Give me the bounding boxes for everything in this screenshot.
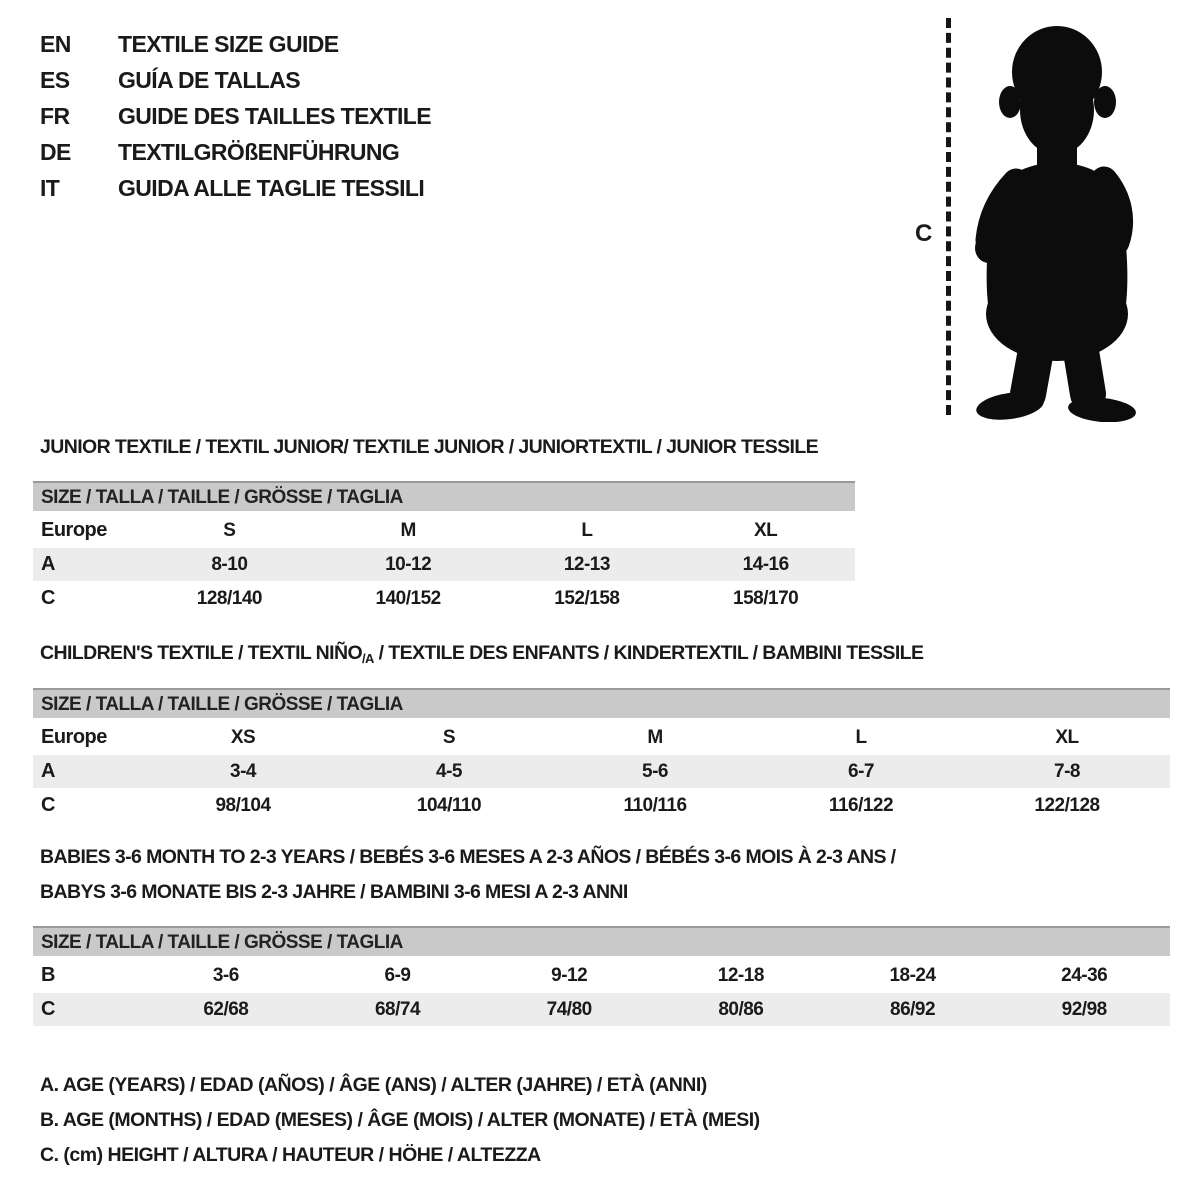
size-table-row (33, 755, 1170, 788)
language-title: GUÍA DE TALLAS (118, 66, 300, 93)
language-row-de (40, 134, 431, 170)
size-cell: S (223, 519, 236, 541)
language-title: TEXTILGRÖßENFÜHRUNG (118, 138, 400, 165)
row-label: B (41, 964, 55, 986)
legend-line-a: A. AGE (YEARS) / EDAD (AÑOS) / ÂGE (ANS) / ALTER (JAHRE) / ETÀ (ANNI) (40, 1074, 707, 1096)
size-cell: XS (230, 726, 256, 748)
size-table-row (33, 789, 1170, 822)
size-cell: M (647, 726, 663, 748)
height-measure-label: C (915, 220, 933, 247)
size-cell: 12-18 (717, 964, 764, 986)
size-cell: M (400, 519, 416, 541)
size-cell: XL (753, 519, 778, 541)
babies-section-title (40, 840, 980, 910)
children-title-sub: /A (362, 651, 374, 666)
size-cell: 5-6 (642, 760, 668, 782)
size-cell: 116/122 (828, 794, 894, 816)
row-label: C (41, 587, 55, 609)
language-title: TEXTILE SIZE GUIDE (118, 30, 339, 57)
junior-section-title: JUNIOR TEXTILE / TEXTIL JUNIOR/ TEXTILE JUNIOR / JUNIORTEXTIL / JUNIOR TESSILE (40, 436, 819, 458)
language-title: GUIDE DES TAILLES TEXTILE (118, 102, 431, 129)
language-code: DE (40, 138, 71, 165)
row-label: Europe (41, 519, 107, 541)
size-table-header: SIZE / TALLA / TAILLE / GRÖSSE / TAGLIA (33, 688, 1170, 718)
row-label: Europe (41, 726, 107, 748)
size-table-header: SIZE / TALLA / TAILLE / GRÖSSE / TAGLIA (33, 481, 855, 511)
size-cell: 3-6 (212, 964, 239, 986)
size-cell: 92/98 (1061, 998, 1107, 1020)
children-title-post: / TEXTILE DES ENFANTS / KINDERTEXTIL / BAMBINI TESSILE (373, 642, 924, 664)
language-title-list (40, 26, 431, 206)
language-code: FR (40, 102, 70, 129)
legend-line-c: C. (cm) HEIGHT / ALTURA / HAUTEUR / HÖHE / ALTEZZA (40, 1144, 541, 1166)
row-label: C (41, 794, 55, 816)
children-section-title (40, 642, 923, 666)
junior-size-table (33, 481, 855, 616)
size-cell: 4-5 (436, 760, 462, 782)
language-code: IT (40, 174, 60, 201)
size-cell: 6-7 (848, 760, 874, 782)
language-code: ES (40, 66, 70, 93)
size-table-row (33, 721, 1170, 754)
language-row-es (40, 62, 431, 98)
toddler-silhouette-image (958, 14, 1163, 422)
size-cell: 158/170 (733, 587, 799, 609)
size-table-header: SIZE / TALLA / TAILLE / GRÖSSE / TAGLIA (33, 926, 1170, 956)
size-cell: 98/104 (215, 794, 271, 816)
size-cell: 80/86 (718, 998, 764, 1020)
language-code: EN (40, 30, 71, 57)
height-measure-dashed-line (946, 18, 951, 415)
size-cell: 152/158 (554, 587, 620, 609)
size-cell: L (581, 519, 593, 541)
size-cell: 7-8 (1054, 760, 1080, 782)
language-row-en (40, 26, 431, 62)
children-title-pre: CHILDREN'S TEXTILE / TEXTIL NIÑO (40, 642, 363, 664)
babies-title-line2: BABYS 3-6 MONATE BIS 2-3 JAHRE / BAMBINI 3-6 MESI A 2-3 ANNI (40, 881, 628, 903)
size-cell: 12-13 (563, 553, 610, 575)
size-cell: 62/68 (203, 998, 249, 1020)
size-cell: 3-4 (230, 760, 256, 782)
row-label: C (41, 998, 55, 1020)
language-row-it (40, 170, 431, 206)
babies-title-line1: BABIES 3-6 MONTH TO 2-3 YEARS / BEBÉS 3-6 MESES A 2-3 AÑOS / BÉBÉS 3-6 MOIS À 2-3 ANS / (40, 846, 896, 868)
measurement-legend (40, 1068, 760, 1173)
language-row-fr (40, 98, 431, 134)
size-cell: 128/140 (196, 587, 262, 609)
size-table-row (33, 993, 1170, 1026)
size-cell: 104/110 (416, 794, 482, 816)
size-cell: 18-24 (889, 964, 936, 986)
size-cell: 74/80 (546, 998, 592, 1020)
size-cell: 6-9 (384, 964, 411, 986)
size-cell: 68/74 (374, 998, 421, 1020)
legend-line-b: B. AGE (MONTHS) / EDAD (MESES) / ÂGE (MOIS) / ALTER (MONATE) / ETÀ (MESI) (40, 1109, 760, 1131)
babies-size-table (33, 926, 1170, 1027)
row-label: A (41, 553, 55, 575)
size-cell: S (442, 726, 456, 748)
size-cell: 122/128 (1034, 794, 1100, 816)
size-cell: XL (1055, 726, 1079, 748)
size-cell: 9-12 (551, 964, 588, 986)
size-cell: 110/116 (623, 794, 687, 816)
size-cell: 14-16 (742, 553, 789, 575)
size-cell: 140/152 (375, 587, 441, 609)
size-cell: 8-10 (211, 553, 248, 575)
size-cell: 24-36 (1061, 964, 1108, 986)
size-table-row (33, 548, 855, 581)
children-size-table (33, 688, 1170, 823)
size-table-row (33, 514, 855, 547)
size-table-row (33, 959, 1170, 992)
language-title: GUIDA ALLE TAGLIE TESSILI (118, 174, 425, 201)
size-cell: L (855, 726, 867, 748)
size-cell: 10-12 (385, 553, 432, 575)
row-label: A (41, 760, 55, 782)
size-cell: 86/92 (890, 998, 936, 1020)
size-table-row (33, 582, 855, 615)
